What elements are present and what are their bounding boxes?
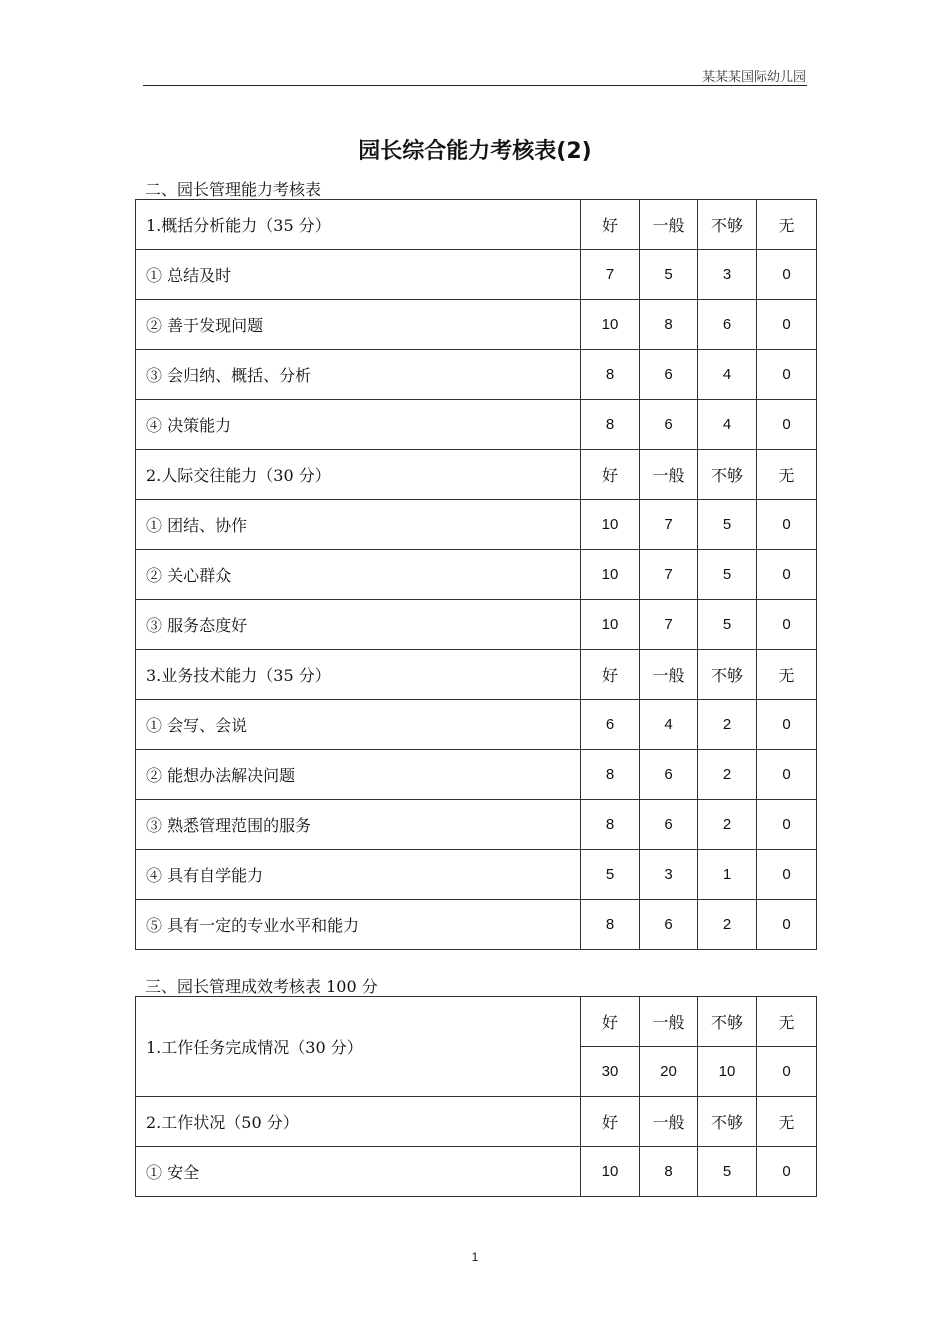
score-good: 7 xyxy=(581,250,640,300)
score-good: 10 xyxy=(581,600,640,650)
rating-insufficient-header: 不够 xyxy=(698,1097,757,1147)
score-none: 0 xyxy=(757,750,817,800)
group-header-row xyxy=(136,1097,817,1147)
score-none: 0 xyxy=(757,550,817,600)
item-label: ③ 熟悉管理范围的服务 xyxy=(136,800,581,850)
item-label: ② 关心群众 xyxy=(136,550,581,600)
score-none: 0 xyxy=(757,250,817,300)
score-insufficient: 4 xyxy=(698,400,757,450)
item-label: ④ 具有自学能力 xyxy=(136,850,581,900)
score-good: 8 xyxy=(581,900,640,950)
score-average: 4 xyxy=(640,700,698,750)
group-label: 2.人际交往能力（30 分） xyxy=(136,450,581,500)
table-row xyxy=(136,800,817,850)
section-3-title: 三、园长管理成效考核表 100 分 xyxy=(145,977,378,996)
table-row xyxy=(136,250,817,300)
table-row xyxy=(136,750,817,800)
score-insufficient: 2 xyxy=(698,700,757,750)
score-average: 7 xyxy=(640,550,698,600)
score-none: 0 xyxy=(757,350,817,400)
score-good: 10 xyxy=(581,300,640,350)
rating-none-header: 无 xyxy=(757,650,817,700)
rating-average-header: 一般 xyxy=(640,997,698,1047)
item-label: ③ 会归纳、概括、分析 xyxy=(136,350,581,400)
table-row xyxy=(136,997,817,1047)
item-label: ① 总结及时 xyxy=(136,250,581,300)
score-insufficient: 2 xyxy=(698,750,757,800)
score-none: 0 xyxy=(757,400,817,450)
score-good: 5 xyxy=(581,850,640,900)
rating-none-header: 无 xyxy=(757,450,817,500)
item-label: ② 善于发现问题 xyxy=(136,300,581,350)
score-good: 8 xyxy=(581,350,640,400)
score-good: 6 xyxy=(581,700,640,750)
rating-average-header: 一般 xyxy=(640,200,698,250)
rating-good-header: 好 xyxy=(581,650,640,700)
score-none: 0 xyxy=(757,1047,817,1097)
item-label: ① 团结、协作 xyxy=(136,500,581,550)
header-org-name: 某某某国际幼儿园 xyxy=(701,70,806,85)
row-label: 1.工作任务完成情况（30 分） xyxy=(136,997,581,1097)
rating-insufficient-header: 不够 xyxy=(698,200,757,250)
score-none: 0 xyxy=(757,1147,817,1197)
rating-good-header: 好 xyxy=(581,1097,640,1147)
rating-average-header: 一般 xyxy=(640,650,698,700)
score-average: 6 xyxy=(640,900,698,950)
item-label: ① 会写、会说 xyxy=(136,700,581,750)
score-none: 0 xyxy=(757,600,817,650)
item-label: ④ 决策能力 xyxy=(136,400,581,450)
score-average: 6 xyxy=(640,350,698,400)
rating-good-header: 好 xyxy=(581,997,640,1047)
score-insufficient: 5 xyxy=(698,1147,757,1197)
group-label: 1.概括分析能力（35 分） xyxy=(136,200,581,250)
score-average: 20 xyxy=(640,1047,698,1097)
score-good: 10 xyxy=(581,500,640,550)
item-label: ② 能想办法解决问题 xyxy=(136,750,581,800)
score-insufficient: 5 xyxy=(698,500,757,550)
table-row xyxy=(136,500,817,550)
table-row xyxy=(136,700,817,750)
table-row xyxy=(136,900,817,950)
table-row xyxy=(136,550,817,600)
score-good: 8 xyxy=(581,400,640,450)
score-none: 0 xyxy=(757,850,817,900)
group-header-row xyxy=(136,650,817,700)
score-good: 8 xyxy=(581,750,640,800)
score-none: 0 xyxy=(757,700,817,750)
score-average: 3 xyxy=(640,850,698,900)
rating-none-header: 无 xyxy=(757,997,817,1047)
score-none: 0 xyxy=(757,500,817,550)
item-label: ⑤ 具有一定的专业水平和能力 xyxy=(136,900,581,950)
rating-good-header: 好 xyxy=(581,450,640,500)
score-insufficient: 2 xyxy=(698,800,757,850)
score-none: 0 xyxy=(757,800,817,850)
score-insufficient: 5 xyxy=(698,550,757,600)
score-insufficient: 10 xyxy=(698,1047,757,1097)
score-none: 0 xyxy=(757,900,817,950)
rating-insufficient-header: 不够 xyxy=(698,450,757,500)
score-average: 6 xyxy=(640,800,698,850)
group-label: 2.工作状况（50 分） xyxy=(136,1097,581,1147)
score-average: 8 xyxy=(640,300,698,350)
management-effect-table xyxy=(135,996,817,1197)
table-row xyxy=(136,1147,817,1197)
rating-none-header: 无 xyxy=(757,1097,817,1147)
score-average: 7 xyxy=(640,600,698,650)
rating-average-header: 一般 xyxy=(640,1097,698,1147)
section-2-title: 二、园长管理能力考核表 xyxy=(145,180,322,199)
header-divider xyxy=(143,85,807,86)
score-good: 8 xyxy=(581,800,640,850)
score-average: 5 xyxy=(640,250,698,300)
score-none: 0 xyxy=(757,300,817,350)
rating-insufficient-header: 不够 xyxy=(698,650,757,700)
score-insufficient: 2 xyxy=(698,900,757,950)
rating-good-header: 好 xyxy=(581,200,640,250)
score-average: 6 xyxy=(640,400,698,450)
group-header-row xyxy=(136,200,817,250)
rating-average-header: 一般 xyxy=(640,450,698,500)
group-label: 3.业务技术能力（35 分） xyxy=(136,650,581,700)
score-good: 30 xyxy=(581,1047,640,1097)
page-number: 1 xyxy=(471,1250,479,1264)
management-ability-table xyxy=(135,199,817,950)
score-insufficient: 1 xyxy=(698,850,757,900)
table-row xyxy=(136,850,817,900)
item-label: ① 安全 xyxy=(136,1147,581,1197)
score-good: 10 xyxy=(581,550,640,600)
score-good: 10 xyxy=(581,1147,640,1197)
group-header-row xyxy=(136,450,817,500)
table-row xyxy=(136,300,817,350)
score-average: 6 xyxy=(640,750,698,800)
score-insufficient: 3 xyxy=(698,250,757,300)
score-insufficient: 5 xyxy=(698,600,757,650)
score-average: 7 xyxy=(640,500,698,550)
table-row xyxy=(136,400,817,450)
item-label: ③ 服务态度好 xyxy=(136,600,581,650)
table-row xyxy=(136,350,817,400)
rating-none-header: 无 xyxy=(757,200,817,250)
table-row xyxy=(136,600,817,650)
page-title: 园长综合能力考核表(2) xyxy=(358,139,592,164)
rating-insufficient-header: 不够 xyxy=(698,997,757,1047)
score-insufficient: 6 xyxy=(698,300,757,350)
score-insufficient: 4 xyxy=(698,350,757,400)
score-average: 8 xyxy=(640,1147,698,1197)
